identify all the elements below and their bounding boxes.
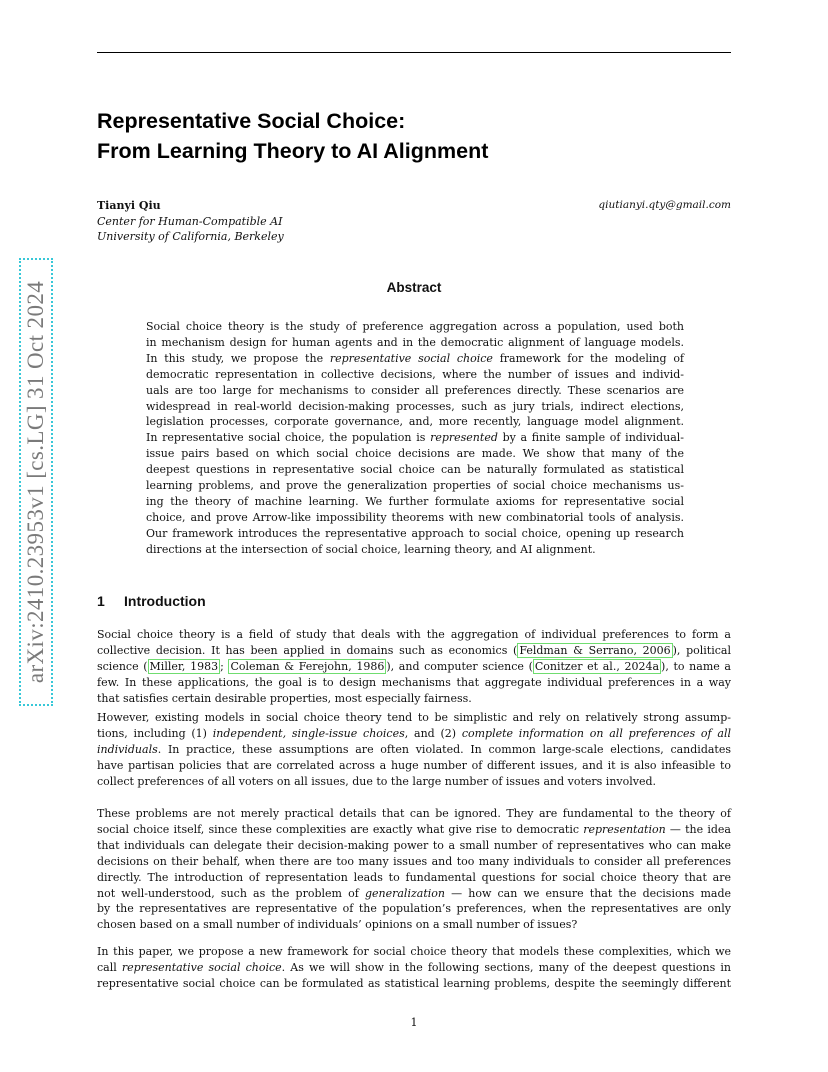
emphasis: complete information on all preferences of all	[461, 726, 731, 740]
emphasis: representation	[583, 822, 666, 836]
intro-paragraph-3	[97, 806, 731, 933]
abstract-line: ing the theory of machine learning. We further formulate axioms for representative social	[146, 494, 684, 508]
emphasis: individuals	[97, 742, 158, 756]
emphasis: independent, single-issue choices	[212, 726, 405, 740]
paragraph-line: call representative social choice. As we will show in the following sections, many of the deepest questions in	[97, 960, 731, 974]
abstract-line: issue pairs based on which social choice decisions are made. We show that many of the	[146, 447, 684, 461]
author-affiliation-1: Center for Human-Compatible AI	[97, 214, 283, 228]
intro-paragraph-1	[97, 627, 731, 707]
paragraph-line: chosen based on a small number of individuals’ opinions on a small number of issues?	[97, 918, 578, 932]
citation-link[interactable]: Conitzer et al., 2024a	[534, 659, 660, 673]
intro-paragraph-4	[97, 944, 731, 992]
abstract-heading: Abstract	[386, 280, 442, 295]
title-line-1: Representative Social Choice:	[97, 109, 406, 133]
paragraph-line: not well-understood, such as the problem of generalization — how can we ensure that the decisions made	[97, 886, 731, 900]
author-name: Tianyi Qiu	[97, 199, 161, 212]
paragraph-line: decisions on their behalf, when there are too many issues and too many individuals to consider all preferences	[97, 854, 731, 868]
emphasis: generalization	[364, 886, 445, 900]
section-heading	[97, 593, 206, 609]
emphasis: represented	[430, 431, 498, 445]
abstract-line: directions at the intersection of social choice, learning theory, and AI alignment.	[146, 542, 596, 556]
abstract-line: democratic representation in collective decisions, where the number of issues and individ-	[146, 367, 684, 381]
paragraph-line: tions, including (1) independent, single-issue choices, and (2) complete information on all preferences of all	[97, 726, 731, 740]
paragraph-line: Social choice theory is a field of study that deals with the aggregation of individual preferences to form a	[97, 628, 731, 641]
paragraph-line: have partisan policies that are correlated across a huge number of different issues, and it is also infeasible to	[97, 758, 731, 772]
paragraph-line: In this paper, we propose a new framework for social choice theory that models these complexities, which we	[97, 945, 731, 958]
paragraph-line: representative social choice can be formulated as statistical learning problems, despite the seemingly different	[97, 976, 731, 990]
paragraph-line: by the representatives are representative of the population’s preferences, when the representatives are only	[97, 902, 731, 916]
abstract-line: deepest questions in representative social choice can be naturally formulated as statistical	[146, 463, 684, 477]
abstract-line: Social choice theory is the study of preference aggregation across a population, used both	[146, 320, 684, 333]
paragraph-line: collect preferences of all voters on all issues, due to the large number of issues and voters involved.	[97, 774, 657, 788]
abstract-line: widespread in real-world decision-making processes, such as jury trials, indirect elections,	[146, 399, 684, 413]
citation-link[interactable]: Miller, 1983	[149, 659, 219, 673]
paragraph-line: science ( Miller, 1983 ; Coleman & Ferejohn, 1986 ), and computer science ( Conitzer et al., 2024a ), to name a	[97, 659, 731, 673]
abstract-line: learning problems, and prove the generalization properties of social choice mechanisms us-	[146, 479, 684, 493]
paragraph-line: directly. The introduction of representation leads to fundamental questions for social choice theory that are	[97, 870, 731, 884]
emphasis: representative social choice	[121, 960, 282, 974]
paragraph-line: However, existing models in social choice theory tend to be simplistic and rely on relatively strong assump-	[97, 711, 731, 724]
paragraph-line: that satisfies certain desirable properties, most especially fairness.	[97, 691, 472, 705]
paper-title	[97, 106, 731, 166]
intro-paragraph-2	[97, 710, 731, 790]
abstract-line: legislation processes, corporate governance, and, more recently, language model alignment.	[146, 415, 684, 429]
page-number: 1	[410, 1016, 418, 1029]
abstract-line: Our framework introduces the representative approach to social choice, opening up research	[146, 526, 684, 540]
citation-link[interactable]: Coleman & Ferejohn, 1986	[230, 659, 385, 673]
author-affiliation-2: University of California, Berkeley	[97, 230, 284, 243]
arxiv-stamp[interactable]	[14, 258, 54, 708]
citation-link[interactable]: Feldman & Serrano, 2006	[519, 643, 671, 657]
abstract-line: uals are too large for mechanisms to consider all preferences directly. These scenarios are	[146, 383, 684, 397]
abstract-body	[146, 319, 684, 558]
abstract-line: In this study, we propose the representative social choice framework for the modeling of	[146, 351, 685, 365]
abstract-line: in mechanism design for human agents and in the democratic alignment of language models.	[146, 335, 684, 349]
paragraph-line: individuals. In practice, these assumptions are often violated. In common large-scale elections, candidates	[97, 742, 731, 756]
paragraph-line: collective decision. It has been applied in domains such as economics ( Feldman & Serrano, 2006 ), political	[97, 643, 731, 657]
arxiv-stamp-text[interactable]: arXiv:2410.23953v1 [cs.LG] 31 Oct 2024	[23, 280, 48, 684]
section-number: 1	[97, 593, 105, 609]
abstract-line: choice, and prove Arrow-like impossibility theorems with new combinatorial tools of analysis.	[146, 510, 684, 524]
paragraph-line: These problems are not merely practical details that can be ignored. They are fundamental to the theory of	[97, 807, 731, 820]
top-rule	[97, 52, 731, 53]
section-title: Introduction	[124, 593, 206, 609]
title-line-2: From Learning Theory to AI Alignment	[97, 139, 489, 163]
author-email[interactable]: qiutianyi.qty@gmail.com	[598, 199, 731, 211]
emphasis: representative social choice	[329, 351, 493, 365]
author-block	[97, 198, 284, 245]
abstract-line: In representative social choice, the population is represented by a finite sample of individual-	[146, 431, 684, 445]
paragraph-line: that individuals can delegate their decision-making power to a small number of representatives who can make	[97, 838, 731, 852]
paragraph-line: social choice itself, since these complexities are exactly what give rise to democratic representation — the idea	[97, 822, 731, 836]
paragraph-line: few. In these applications, the goal is to design mechanisms that aggregate individual preferences in a way	[97, 675, 731, 689]
